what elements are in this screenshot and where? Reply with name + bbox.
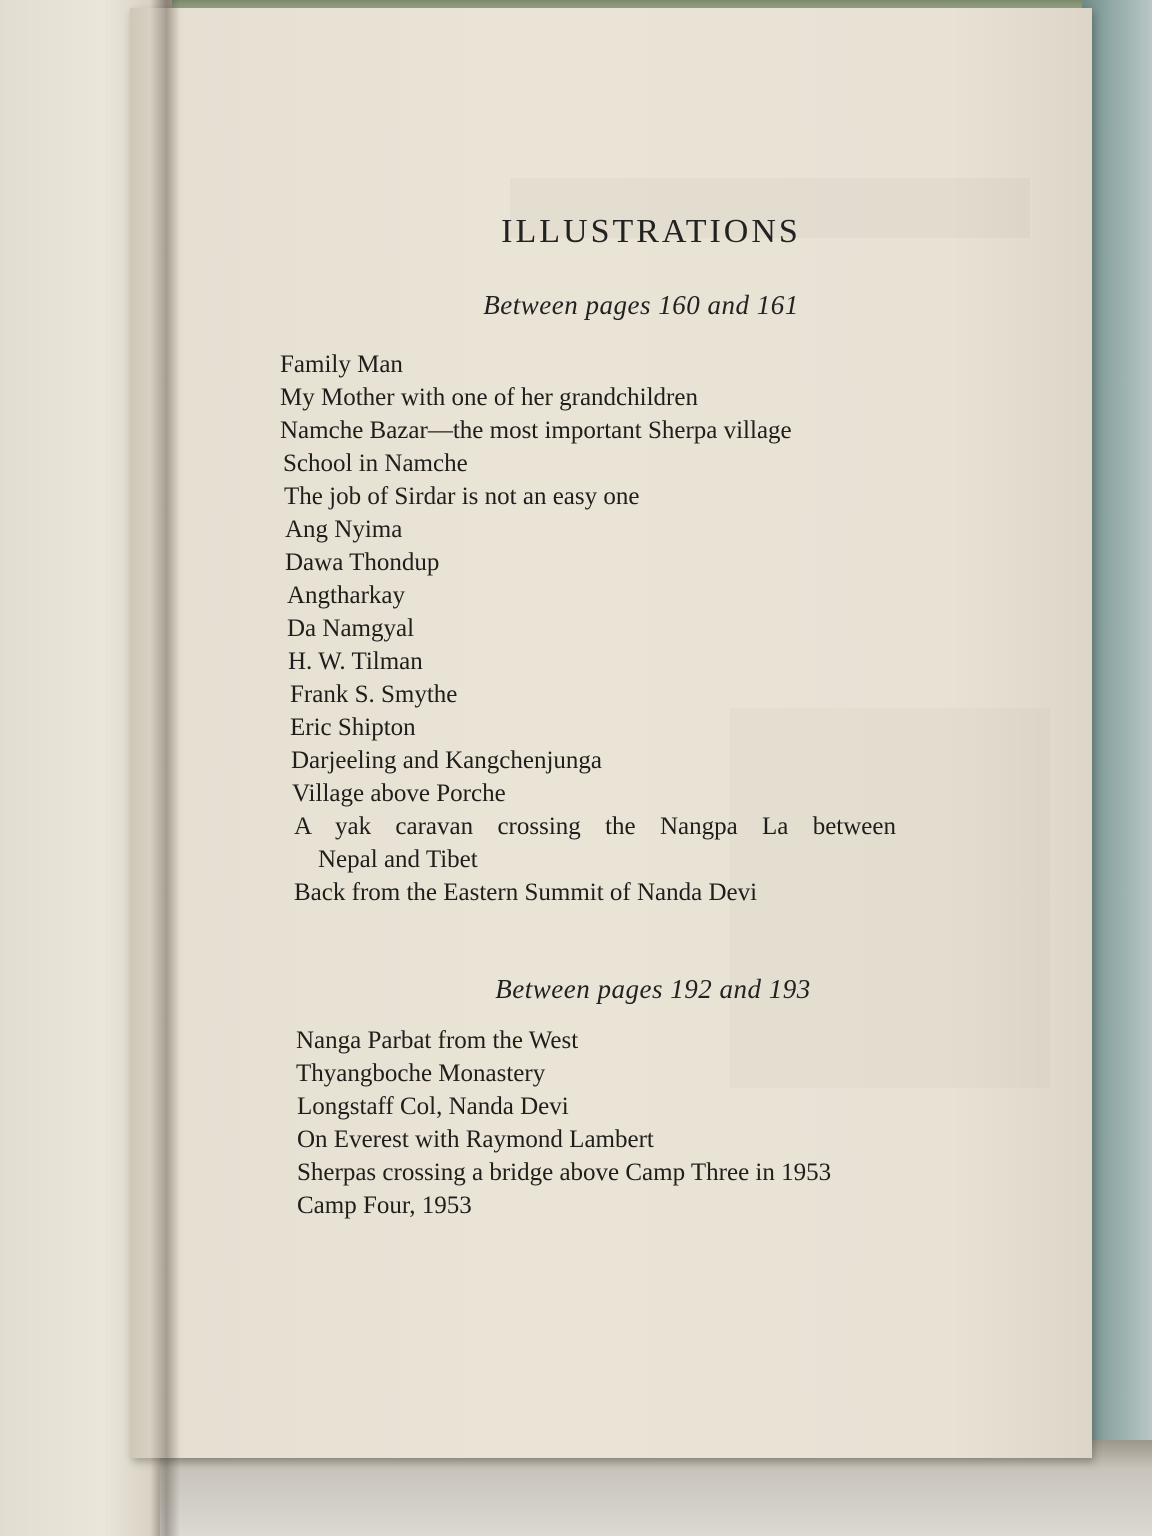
list-item: Ang Nyima bbox=[285, 516, 403, 543]
list-item: My Mother with one of her grandchildren bbox=[280, 384, 698, 411]
list-item: Dawa Thondup bbox=[285, 549, 440, 576]
list-item-continuation: Nepal and Tibet bbox=[318, 846, 478, 873]
list-item: Sherpas crossing a bridge above Camp Three in 1953 bbox=[297, 1159, 832, 1186]
list-item: Nanga Parbat from the West bbox=[296, 1027, 579, 1054]
illustration-list bbox=[296, 1024, 916, 1222]
list-item: The job of Sirdar is not an easy one bbox=[284, 483, 640, 510]
list-item: Camp Four, 1953 bbox=[297, 1192, 472, 1219]
right-page bbox=[130, 8, 1092, 1458]
list-item: Thyangboche Monastery bbox=[296, 1060, 546, 1087]
list-item: On Everest with Raymond Lambert bbox=[297, 1126, 654, 1153]
book-gutter-shadow bbox=[150, 0, 180, 1536]
list-item: Family Man bbox=[280, 351, 403, 378]
section-heading: Between pages 192 and 193 bbox=[495, 974, 811, 1004]
list-item: Darjeeling and Kangchenjunga bbox=[291, 747, 602, 774]
list-item: Eric Shipton bbox=[290, 714, 416, 741]
list-item: Back from the Eastern Summit of Nanda Devi bbox=[294, 879, 758, 906]
list-item: School in Namche bbox=[283, 450, 468, 477]
page-content bbox=[130, 8, 1092, 1458]
list-item: Longstaff Col, Nanda Devi bbox=[297, 1093, 569, 1120]
list-item: Namche Bazar—the most important Sherpa village bbox=[280, 417, 792, 444]
list-item: Da Namgyal bbox=[287, 615, 415, 642]
illustration-list bbox=[280, 348, 900, 909]
list-item: Village above Porche bbox=[292, 780, 506, 807]
list-item: Angtharkay bbox=[287, 582, 406, 609]
list-item: A yak caravan crossing the Nangpa La between bbox=[294, 813, 896, 840]
section-heading: Between pages 160 and 161 bbox=[483, 290, 799, 320]
page-title: ILLUSTRATIONS bbox=[501, 213, 801, 250]
list-item: Frank S. Smythe bbox=[290, 681, 458, 708]
list-item: H. W. Tilman bbox=[288, 648, 423, 675]
